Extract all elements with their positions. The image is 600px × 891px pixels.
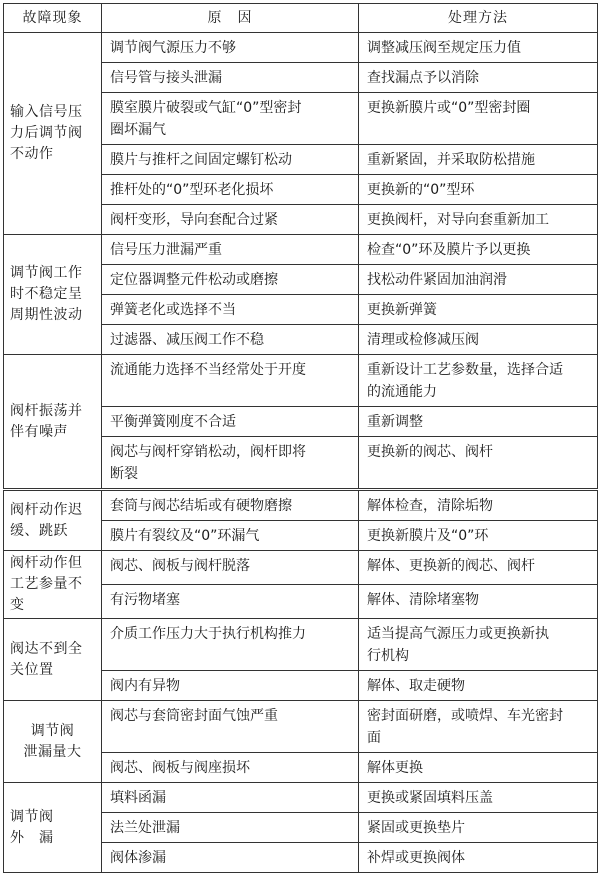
cause-cell	[102, 619, 359, 671]
remedy-cell	[359, 753, 598, 783]
symptom-text: 阀达不到全 关位置	[10, 640, 83, 678]
remedy-cell	[359, 843, 598, 873]
remedy-text: 更换或紧固填料压盖	[367, 790, 493, 806]
header-symptom: 故障现象	[4, 4, 102, 33]
cause-cell	[102, 175, 359, 205]
remedy-cell	[359, 355, 598, 407]
remedy-text: 清理或检修减压阀	[367, 332, 479, 348]
cause-text: 阀芯与套筒密封面气蚀严重	[110, 708, 278, 724]
cause-text: 有污物堵塞	[110, 592, 180, 608]
fault-group	[4, 619, 598, 701]
symptom-cell	[4, 33, 102, 235]
remedy-text: 重新调整	[367, 414, 423, 430]
cause-cell	[102, 295, 359, 325]
remedy-cell	[359, 407, 598, 437]
remedy-cell	[359, 783, 598, 813]
fault-group	[4, 551, 598, 619]
remedy-text: 紧固或更换垫片	[367, 820, 465, 836]
fault-group	[4, 490, 598, 551]
symptom-cell	[4, 701, 102, 783]
symptom-text: 调节阀 外 漏	[10, 808, 54, 846]
cause-text: 阀杆变形，导向套配合过紧	[110, 212, 278, 228]
cause-cell	[102, 265, 359, 295]
symptom-cell	[4, 783, 102, 873]
remedy-text: 重新设计工艺参数量，选择合适 的流通能力	[367, 362, 563, 400]
cause-cell	[102, 205, 359, 235]
remedy-cell	[359, 265, 598, 295]
cause-text: 介质工作压力大于执行机构推力	[110, 626, 306, 642]
remedy-cell	[359, 175, 598, 205]
cause-cell	[102, 551, 359, 585]
remedy-cell	[359, 437, 598, 490]
fault-table	[3, 3, 598, 873]
remedy-text: 找松动件紧固加油润滑	[367, 272, 507, 288]
cause-text: 过滤器、减压阀工作不稳	[110, 332, 264, 348]
remedy-text: 更换新弹簧	[367, 302, 437, 318]
cause-text: 阀体渗漏	[110, 850, 166, 866]
table-row	[4, 235, 598, 265]
symptom-cell	[4, 490, 102, 551]
symptom-cell	[4, 235, 102, 355]
cause-cell	[102, 93, 359, 145]
table-header	[4, 4, 598, 33]
cause-cell	[102, 813, 359, 843]
cause-cell	[102, 325, 359, 355]
remedy-cell	[359, 235, 598, 265]
remedy-text: 补焊或更换阀体	[367, 850, 465, 866]
cause-text: 信号管与接头泄漏	[110, 70, 222, 86]
cause-text: 推杆处的“0”型环老化损坏	[110, 182, 274, 198]
cause-text: 阀芯、阀板与阀座损坏	[110, 760, 250, 776]
cause-cell	[102, 753, 359, 783]
cause-cell	[102, 521, 359, 551]
table-row	[4, 551, 598, 585]
cause-cell	[102, 33, 359, 63]
table-row	[4, 783, 598, 813]
cause-text: 定位器调整元件松动或磨擦	[110, 272, 278, 288]
table-row	[4, 355, 598, 407]
symptom-text: 调节阀 泄漏量大	[23, 722, 82, 760]
remedy-cell	[359, 585, 598, 619]
remedy-text: 更换新的阀芯、阀杆	[367, 444, 493, 460]
fault-group	[4, 33, 598, 235]
remedy-cell	[359, 671, 598, 701]
symptom-cell	[4, 551, 102, 619]
cause-cell	[102, 355, 359, 407]
remedy-cell	[359, 145, 598, 175]
cause-cell	[102, 235, 359, 265]
remedy-cell	[359, 490, 598, 521]
cause-cell	[102, 671, 359, 701]
cause-text: 流通能力选择不当经常处于开度	[110, 362, 306, 378]
symptom-text: 阀杆动作但 工艺参量不 变	[10, 555, 83, 613]
cause-text: 调节阀气源压力不够	[110, 40, 236, 56]
fault-group	[4, 701, 598, 783]
cause-text: 套筒与阀芯结垢或有硬物磨擦	[110, 498, 292, 514]
cause-cell	[102, 585, 359, 619]
remedy-text: 检查“0”环及膜片予以更换	[367, 242, 531, 258]
fault-group	[4, 235, 598, 355]
remedy-cell	[359, 813, 598, 843]
header-remedy: 处理方法	[359, 4, 598, 33]
remedy-text: 解体、更换新的阀芯、阀杆	[367, 558, 535, 574]
symptom-text: 阀杆动作迟 缓、跳跃	[10, 501, 83, 539]
cause-text: 法兰处泄漏	[110, 820, 180, 836]
cause-text: 阀芯、阀板与阀杆脱落	[110, 558, 250, 574]
cause-text: 信号压力泄漏严重	[110, 242, 222, 258]
remedy-text: 解体、清除堵塞物	[367, 592, 479, 608]
cause-text: 膜室膜片破裂或气缸“0”型密封 圈坏漏气	[110, 100, 302, 138]
symptom-text: 阀杆振荡并 伴有噪声	[10, 402, 83, 440]
cause-cell	[102, 437, 359, 490]
table-row	[4, 619, 598, 671]
remedy-text: 更换新的“0”型环	[367, 182, 475, 198]
symptom-cell	[4, 355, 102, 490]
table-row	[4, 33, 598, 63]
remedy-text: 查找漏点予以消除	[367, 70, 479, 86]
remedy-text: 适当提高气源压力或更换新执 行机构	[367, 626, 549, 664]
remedy-text: 解体检查，清除垢物	[367, 498, 493, 514]
remedy-text: 更换新膜片及“0”环	[367, 528, 489, 544]
cause-text: 膜片有裂纹及“0”环漏气	[110, 528, 260, 544]
remedy-text: 密封面研磨，或喷焊、车光密封 面	[367, 708, 563, 746]
symptom-text: 调节阀工作 时不稳定呈 周期性波动	[10, 265, 83, 323]
table-row	[4, 490, 598, 521]
table-row	[4, 701, 598, 753]
symptom-cell	[4, 619, 102, 701]
fault-group	[4, 783, 598, 873]
remedy-cell	[359, 93, 598, 145]
cause-cell	[102, 63, 359, 93]
cause-text: 膜片与推杆之间固定螺钉松动	[110, 152, 292, 168]
cause-cell	[102, 490, 359, 521]
remedy-text: 重新紧固，并采取防松措施	[367, 152, 535, 168]
remedy-cell	[359, 551, 598, 585]
remedy-cell	[359, 205, 598, 235]
cause-text: 平衡弹簧刚度不合适	[110, 414, 236, 430]
remedy-cell	[359, 295, 598, 325]
remedy-cell	[359, 325, 598, 355]
remedy-text: 更换新膜片或“0”型密封圈	[367, 100, 531, 116]
remedy-text: 解体更换	[367, 760, 423, 776]
header-cause: 原 因	[102, 4, 359, 33]
cause-text: 弹簧老化或选择不当	[110, 302, 236, 318]
remedy-cell	[359, 33, 598, 63]
remedy-cell	[359, 63, 598, 93]
cause-cell	[102, 407, 359, 437]
symptom-text: 输入信号压 力后调节阀 不动作	[10, 104, 83, 162]
cause-cell	[102, 145, 359, 175]
cause-text: 阀芯与阀杆穿销松动，阀杆即将 断裂	[110, 444, 306, 482]
remedy-cell	[359, 619, 598, 671]
fault-group	[4, 355, 598, 490]
header-row	[4, 4, 598, 33]
remedy-text: 更换阀杆，对导向套重新加工	[367, 212, 549, 228]
remedy-text: 调整减压阀至规定压力值	[367, 40, 521, 56]
cause-cell	[102, 783, 359, 813]
document-page	[3, 3, 597, 888]
cause-text: 阀内有异物	[110, 678, 180, 694]
cause-cell	[102, 701, 359, 753]
remedy-cell	[359, 521, 598, 551]
cause-cell	[102, 843, 359, 873]
remedy-text: 解体、取走硬物	[367, 678, 465, 694]
cause-text: 填料函漏	[110, 790, 166, 806]
remedy-cell	[359, 701, 598, 753]
